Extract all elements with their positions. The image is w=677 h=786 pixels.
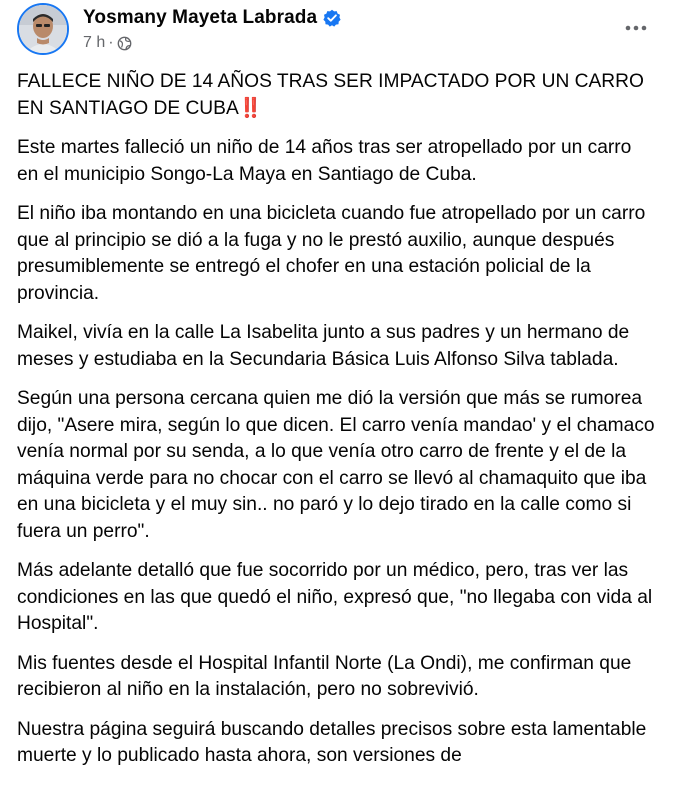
paragraph: Maikel, vivía en la calle La Isabelita junto a sus padres y un hermano de meses y estudiaba en la Secundaria Básica Luis Alfonso Silva tablada. [17,322,630,370]
post-header [17,3,677,59]
paragraph: Mis fuentes desde el Hospital Infantil Norte (La Ondi), me confirman que recibieron al niño en la instalación, pero no sobrevivió. [17,652,632,700]
paragraph: El niño iba montando en una bicicleta cuando fue atropellado por un carro que al principio se dió a la fuga y no le prestó auxilio, aunque después presumiblemente se entregó el chofer en una estación policial de la provincia. [17,203,646,304]
double-exclamation-emoji: ‼️ [238,97,260,119]
paragraph: Según una persona cercana quien me dió la versión que más se rumorea dijo, "Asere mira, según lo que dicen. El carro venía mandao' y el chamaco venía normal por su senda, a lo que venía otro carro de frente y el de la máquina verde para no chocar con el carro se llevó al chamaquito que iba en una bicicleta y el muy sin.. no paró y lo dejo tirado en la calle como si fuera un perro". [17,388,655,542]
paragraph: Más adelante detalló que fue socorrido por un médico, pero, tras ver las condiciones en las que quedó el niño, expresó que, "no llegaba con vida al Hospital". [17,560,653,634]
post-headline [17,69,657,122]
verified-badge-icon [323,9,341,27]
post-meta [83,34,132,52]
author-row [83,6,341,30]
more-options-button[interactable] [621,13,651,43]
meta-separator: · [108,34,114,51]
globe-icon[interactable] [117,36,132,51]
headline-text: FALLECE NIÑO DE 14 AÑOS TRAS SER IMPACTADO POR UN CARRO EN SANTIAGO DE CUBA [17,71,644,119]
more-options-icon [625,25,647,31]
post-body [17,69,657,783]
post-timestamp[interactable]: 7 h [83,34,106,51]
avatar-photo [19,5,67,53]
paragraph: Este martes falleció un niño de 14 años tras ser atropellado por un carro en el municipio Songo-La Maya en Santiago de Cuba. [17,137,632,185]
author-name[interactable]: Yosmany Mayeta Labrada [83,7,318,28]
paragraph: Nuestra página seguirá buscando detalles precisos sobre esta lamentable muerte y lo publicado hasta ahora, son versiones de [17,718,647,766]
author-avatar[interactable] [17,3,69,55]
